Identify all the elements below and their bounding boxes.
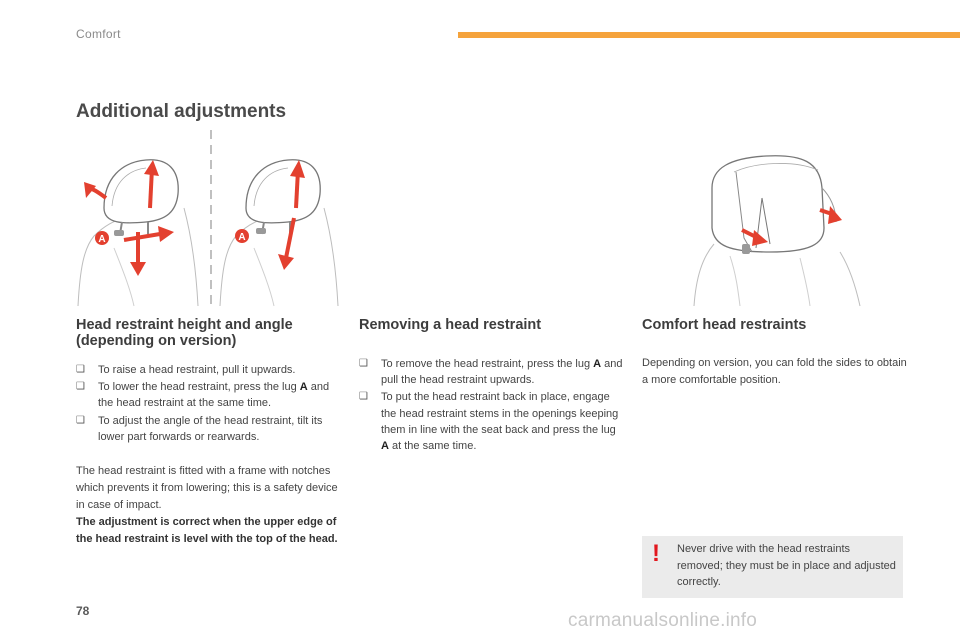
illustration-height-angle	[74, 148, 200, 308]
divider-dashed	[209, 130, 213, 306]
body-paragraph: The head restraint is fitted with a frame with notches which prevents it from lowering; this is a safety device in case of impact.	[76, 465, 338, 512]
section-label: Comfort	[76, 27, 121, 41]
section-heading: Comfort head restraints	[642, 317, 807, 333]
list-item: ❑ To put the head restraint back in place, engage the head restraint stems in the openings keeping them in line with the seat back and press the lug A at the same time.	[359, 391, 619, 453]
bullet-list	[76, 362, 338, 445]
page-number: 78	[76, 604, 90, 618]
list-item: ❑ To raise a head restraint, pull it upwards.	[76, 362, 338, 378]
bullet-icon: ❑	[76, 414, 85, 426]
bullet-list	[359, 356, 623, 454]
page-title: Additional adjustments	[76, 101, 287, 122]
list-item: ❑ To lower the head restraint, press the lug A and the head restraint at the same time.	[76, 381, 330, 410]
header-accent-bar	[458, 32, 960, 38]
label-a: A	[238, 232, 246, 243]
list-item: ❑ To remove the head restraint, press the lug A and pull the head restraint upwards.	[359, 358, 623, 387]
warning-icon: !	[652, 540, 660, 567]
bullet-icon: ❑	[76, 364, 85, 375]
illustration-comfort	[690, 148, 866, 308]
body-paragraph-bold: The adjustment is correct when the upper edge of the head restraint is level with the top of the head.	[76, 516, 338, 546]
bullet-icon: ❑	[359, 358, 368, 369]
section-removing	[359, 317, 623, 455]
warning-text: Never drive with the head restraints removed; they must be in place and adjusted correctly.	[677, 543, 896, 588]
warning-box	[642, 536, 903, 598]
section-heading: Removing a head restraint	[359, 317, 542, 333]
illustration-removing	[216, 148, 340, 308]
bullet-icon: ❑	[76, 381, 85, 393]
section-heading: Head restraint height and angle (depending on version)	[76, 317, 293, 349]
list-item: ❑ To adjust the angle of the head restraint, tilt its lower part forwards or rearwards.	[76, 414, 323, 443]
section-comfort	[642, 317, 910, 389]
bullet-icon: ❑	[359, 391, 368, 403]
label-a: A	[98, 234, 106, 245]
watermark: carmanualsonline.info	[568, 610, 758, 631]
section-height-angle	[76, 317, 338, 548]
body-paragraph: Depending on version, you can fold the sides to obtain a more comfortable position.	[642, 357, 907, 386]
